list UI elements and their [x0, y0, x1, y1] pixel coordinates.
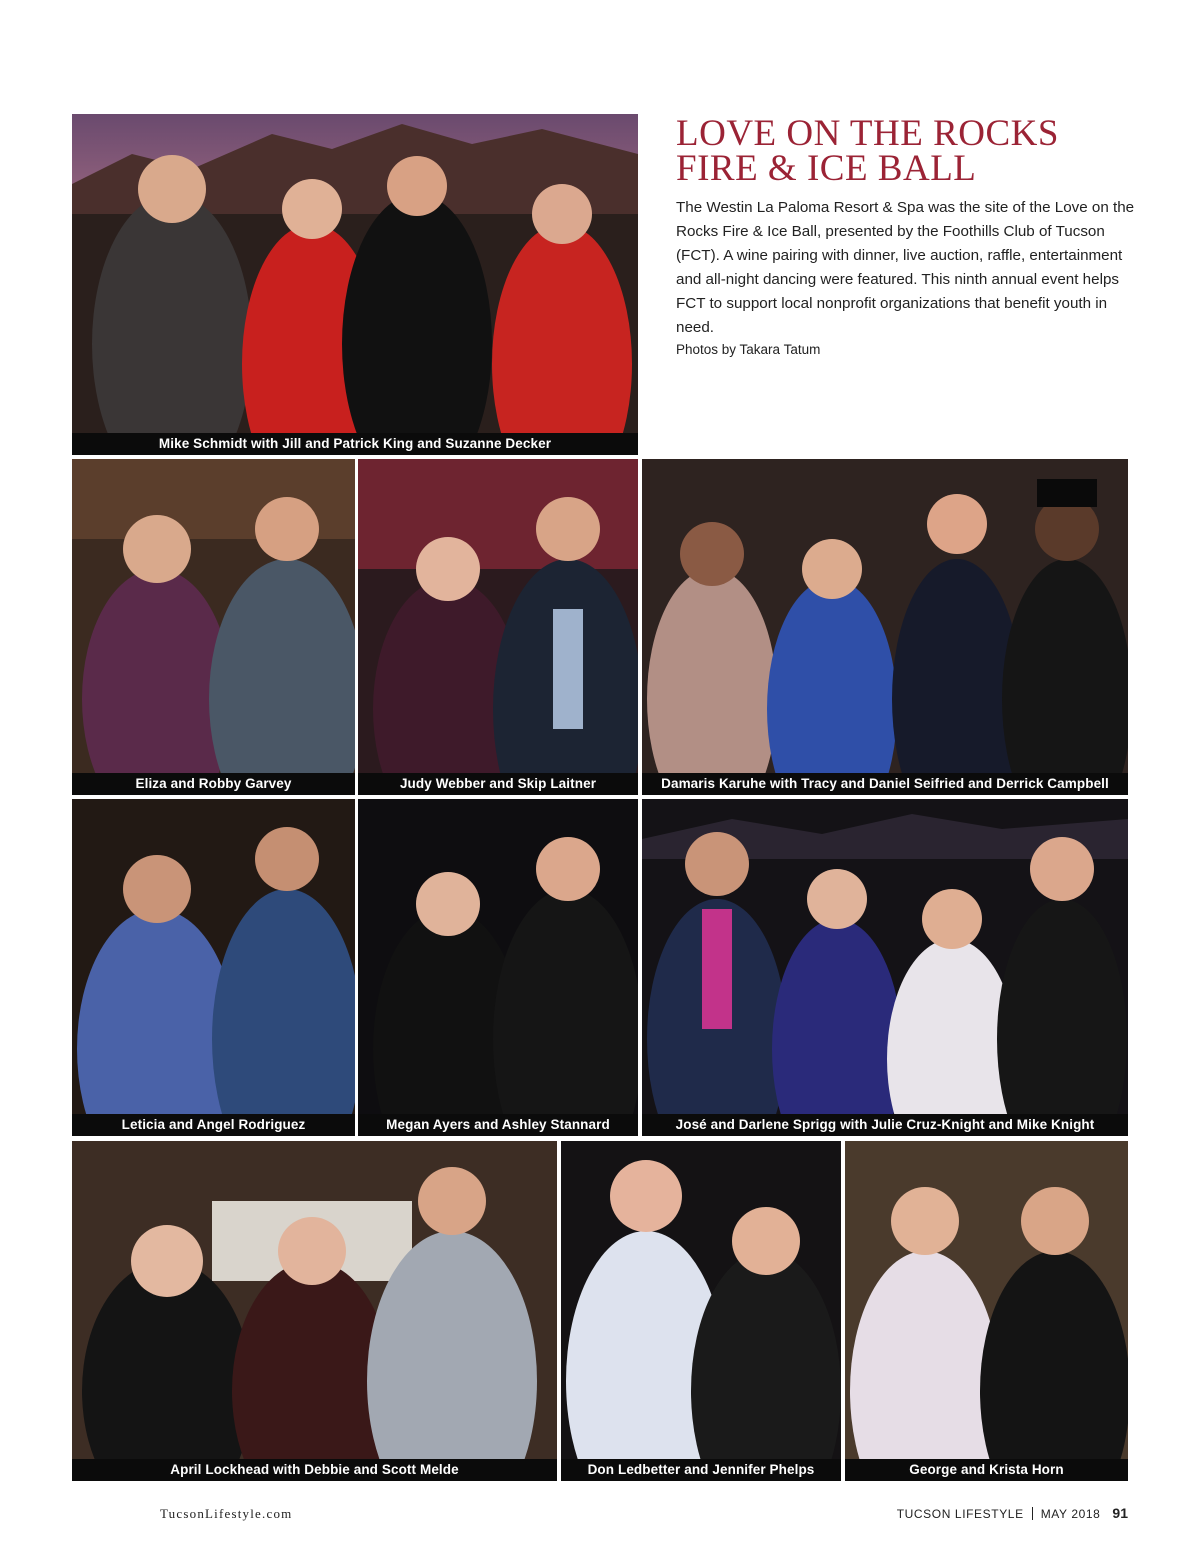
photo-image [72, 459, 355, 773]
photo-1 [72, 114, 638, 455]
photo-image [72, 799, 355, 1114]
photo-2 [72, 459, 355, 795]
photo-6 [358, 799, 638, 1136]
footer-website: TucsonLifestyle.com [160, 1506, 293, 1521]
photo-image [358, 799, 638, 1114]
photo-image [72, 1141, 557, 1459]
photo-7 [642, 799, 1128, 1136]
photo-image [358, 459, 638, 773]
photo-caption: Megan Ayers and Ashley Stannard [358, 1114, 638, 1136]
photo-credit: Photos by Takara Tatum [676, 342, 821, 357]
photo-image [845, 1141, 1128, 1459]
photo-image [642, 459, 1128, 773]
photo-caption: Leticia and Angel Rodriguez [72, 1114, 355, 1136]
photo-3 [358, 459, 638, 795]
article-title-line-1: LOVE ON THE ROCKS [676, 113, 1059, 154]
footer-divider [1032, 1507, 1033, 1520]
photo-caption: April Lockhead with Debbie and Scott Melde [72, 1459, 557, 1481]
footer-magazine: TUCSON LIFESTYLE [896, 1507, 1024, 1521]
photo-caption: Don Ledbetter and Jennifer Phelps [561, 1459, 841, 1481]
photo-caption: Eliza and Robby Garvey [72, 773, 355, 795]
photo-caption: Damaris Karuhe with Tracy and Daniel Seifried and Derrick Campbell [642, 773, 1128, 795]
photo-image [561, 1141, 841, 1459]
page-number: 91 [1112, 1505, 1128, 1521]
photo-image [642, 799, 1128, 1114]
article-body: The Westin La Paloma Resort & Spa was the site of the Love on the Rocks Fire & Ice Ball, presented by the Foothills Club of Tucson (FCT). A wine pairing with dinner, live auction, raffle, entertainment and all-night dancing were featured. This ninth annual event helps FCT to support local nonprofit organizations that benefit youth in need. [676, 199, 1135, 336]
photo-caption: Judy Webber and Skip Laitner [358, 773, 638, 795]
photo-caption: George and Krista Horn [845, 1459, 1128, 1481]
article-title-line-2: FIRE & ICE BALL [676, 148, 977, 189]
article-title [676, 113, 1136, 189]
photo-10 [845, 1141, 1128, 1481]
footer-issue: MAY 2018 [1040, 1507, 1101, 1521]
photo-caption: Mike Schmidt with Jill and Patrick King and Suzanne Decker [72, 433, 638, 455]
photo-5 [72, 799, 355, 1136]
photo-caption: José and Darlene Sprigg with Julie Cruz-Knight and Mike Knight [642, 1114, 1128, 1136]
photo-4 [642, 459, 1128, 795]
photo-8 [72, 1141, 557, 1481]
photo-image [72, 114, 638, 433]
footer-folio [897, 1505, 1128, 1521]
photo-9 [561, 1141, 841, 1481]
